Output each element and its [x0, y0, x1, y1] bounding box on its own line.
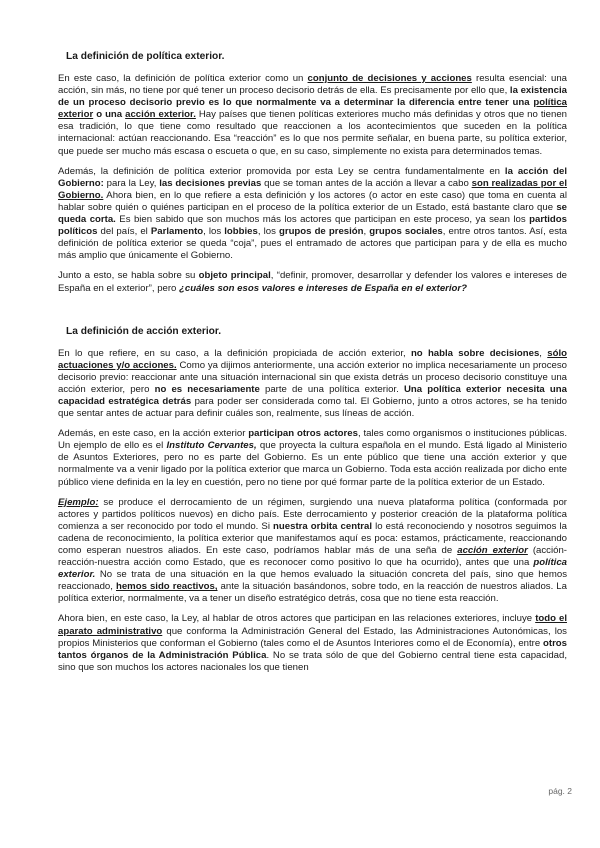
text: , entre otros tantos. Así, esta definición de política exterior se queda “coja”, pues el entramado de actores que participan para y de ella es mucho más amplio que únicamente el Gobierno.: [58, 226, 567, 262]
emphasis: objeto principal: [198, 270, 271, 282]
heading-accion-exterior: La definición de acción exterior.: [66, 325, 222, 337]
text: Como ya dijimos anteriormente, una acción exterior no implica necesariamente un proceso decisorio previo: reaccionar ante una situación internacional sin que exista detrás un proceso decisorio constituye una acción exterior, pero: [58, 359, 567, 395]
emphasis: hemos sido reactivos,: [115, 581, 218, 593]
text: se produce el derrocamiento de un régimen, surgiendo una nueva plataforma política (conformada por actores y partidos políticos nuevos) en dicho país. Este derrocamiento y posterior creación de la plataforma política comienza a ser reconocido por todo el mundo. Si: [58, 496, 567, 532]
emphasis: política exterior.: [58, 557, 567, 581]
text: En este caso, la definición de política exterior como un: [58, 73, 308, 84]
text: , “definir, promover, desarrollar y defender los valores e intereses de España en el exterior”, pero: [58, 270, 567, 294]
text: ,: [363, 226, 370, 238]
emphasis: no habla sobre decisiones: [410, 347, 540, 359]
paragraph-1: [58, 73, 567, 158]
text: parte de una política exterior.: [259, 383, 404, 395]
text: Ahora bien, en este caso, la Ley, al hablar de otros actores que participan en las relaciones exteriores, incluye: [58, 613, 536, 625]
text: Además, la definición de política exterior promovida por esta Ley se centra fundamentalmente en: [58, 165, 505, 177]
text: En lo que refiere, en su caso, a la definición propiciada de acción exterior,: [58, 347, 411, 359]
emphasis: la acción del Gobierno:: [58, 165, 567, 189]
emphasis: acción exterior: [457, 545, 528, 556]
paragraph-2: [58, 166, 567, 263]
emphasis: se queda corta.: [58, 201, 567, 226]
text: para poder ser considerada como tal. El Gobierno, junto a otros actores, se ha tenido que sentar antes de actuar para definir cuáles son, realmente, sus líneas de acción.: [58, 395, 567, 420]
emphasis: acción exterior.: [125, 109, 196, 121]
page-number: pág. 2: [548, 786, 572, 796]
text: lo está reconociendo y nosotros seguimos la cadena de reconocimiento, la política exterior que manifestamos aquí es poca: estamos, prácticamente, reaccionando como esperan nuestros aliados. En este caso, podríamos hablar más de una seña de: [58, 520, 568, 556]
text: que conforma la Administración General del Estado, las Administraciones Autonómicas, los propios Ministerios que conforman el Gobierno (tales como el de Asuntos Interiores como el de Economía), entre: [58, 625, 567, 649]
paragraph-3: [58, 270, 567, 294]
emphasis: grupos sociales: [369, 226, 443, 238]
page-content: [58, 50, 567, 682]
text: No se trata de una situación en la que hemos evaluado la situación concreta del país, sino que hemos reaccionado,: [58, 569, 567, 593]
text: Además, en este caso, en la acción exterior: [58, 428, 249, 440]
paragraph-6: [58, 497, 567, 606]
emphasis: Ejemplo:: [58, 496, 99, 508]
emphasis: Instituto Cervantes,: [166, 440, 257, 452]
text: . No se trata sólo de que del Gobierno central tiene esta capacidad, sino que son muchos los actores nacionales los que tienen: [58, 649, 567, 673]
text: , los: [203, 226, 225, 238]
paragraph-4: [58, 348, 567, 421]
emphasis: no es necesariamente: [154, 383, 260, 395]
emphasis: conjunto de decisiones y acciones: [307, 73, 472, 84]
emphasis: sólo actuaciones y/o acciones.: [58, 347, 567, 371]
text: , tales como organismos o instituciones públicas. Un ejemplo de ello es el: [58, 428, 568, 452]
heading-politica-exterior: La definición de política exterior.: [66, 51, 225, 62]
text: ante la situación basándonos, sobre todo, en la reacción de nuestros aliados. La política exterior, normalmente, va a tener un diseño estratégico detrás, cosa que no tiene esta reacción.: [58, 581, 567, 605]
emphasis: partidos políticos: [58, 214, 567, 238]
emphasis: o una: [93, 109, 126, 121]
paragraph-7: [58, 613, 567, 673]
text: para la Ley,: [103, 177, 160, 189]
text: resulta esencial: una acción, sin más, no tiene por qué tener un proceso decisorio detrás de ella. Es precisamente por ello que,: [58, 73, 567, 97]
emphasis: las decisiones previas: [159, 177, 262, 189]
text: (acción-reacción-nuestra acción como Estado, que es reconocer como positivo lo que ha ocurrido), antes que una: [58, 545, 567, 569]
emphasis: otros tantos órganos de la Administración Pública: [58, 637, 567, 661]
text: que se toman antes de la acción a llevar a cabo: [261, 177, 472, 189]
text: del país, el: [97, 226, 151, 238]
emphasis: son realizadas por el Gobierno.: [58, 177, 567, 201]
emphasis: Parlamento: [150, 226, 204, 238]
paragraph-5: [58, 428, 567, 488]
emphasis: la existencia de un proceso decisorio previo es lo que normalmente va a determinar la diferencia entre tener una: [58, 85, 567, 109]
emphasis: lobbies: [224, 226, 258, 238]
emphasis: grupos de presión: [278, 226, 364, 238]
text: , los: [257, 226, 279, 238]
emphasis: nuestra orbita central: [273, 520, 373, 532]
text: Es bien sabido que son muchos más los actores que participan en este proceso, ya sean los: [115, 214, 530, 226]
emphasis: Una política exterior necesita una capacidad estratégica detrás: [58, 383, 567, 407]
text: ,: [539, 347, 548, 359]
text: que proyecta la cultura española en el mundo. Está ligado al Ministerio de Asuntos Exteriores, pero no es parte del Gobierno. Es un ente público que tiene una acción exterior y que normalmente va a venir ligado por la política exterior que marca un Gobierno. Toda esta acción realizada por dicho ente público viene definida en la ley en cuestión, pero no tiene por qué formar parte de la política exterior de un Estado.: [58, 440, 568, 488]
emphasis: política exterior: [58, 97, 567, 121]
text: Ahora bien, en lo que refiere a esta definición y los actores (o actor en este caso) que toma en cuenta al hablar sobre quién o quiénes participan en el proceso de la política exterior de un Estado, está bastante claro que: [58, 189, 567, 213]
text: Junto a esto, se habla sobre su: [58, 270, 199, 282]
emphasis: todo el aparato administrativo: [58, 613, 567, 637]
emphasis: ¿cuáles son esos valores e intereses de España en el exterior?: [179, 282, 468, 294]
text: Hay países que tienen políticas exteriores mucho más definidas y otros que no tienen esa tradición, lo que tiene como resultado que reaccionen a los acontecimientos que suceden en la política internacional: actúan reaccionando. Esa “reacción” es lo que nos permite señalar, en buena parte, su política exterior, que puede ser mucho más escasa o escueta o que, en su caso, simplemente no exista para determinados temas.: [58, 109, 567, 157]
emphasis: participan otros actores: [248, 428, 358, 440]
